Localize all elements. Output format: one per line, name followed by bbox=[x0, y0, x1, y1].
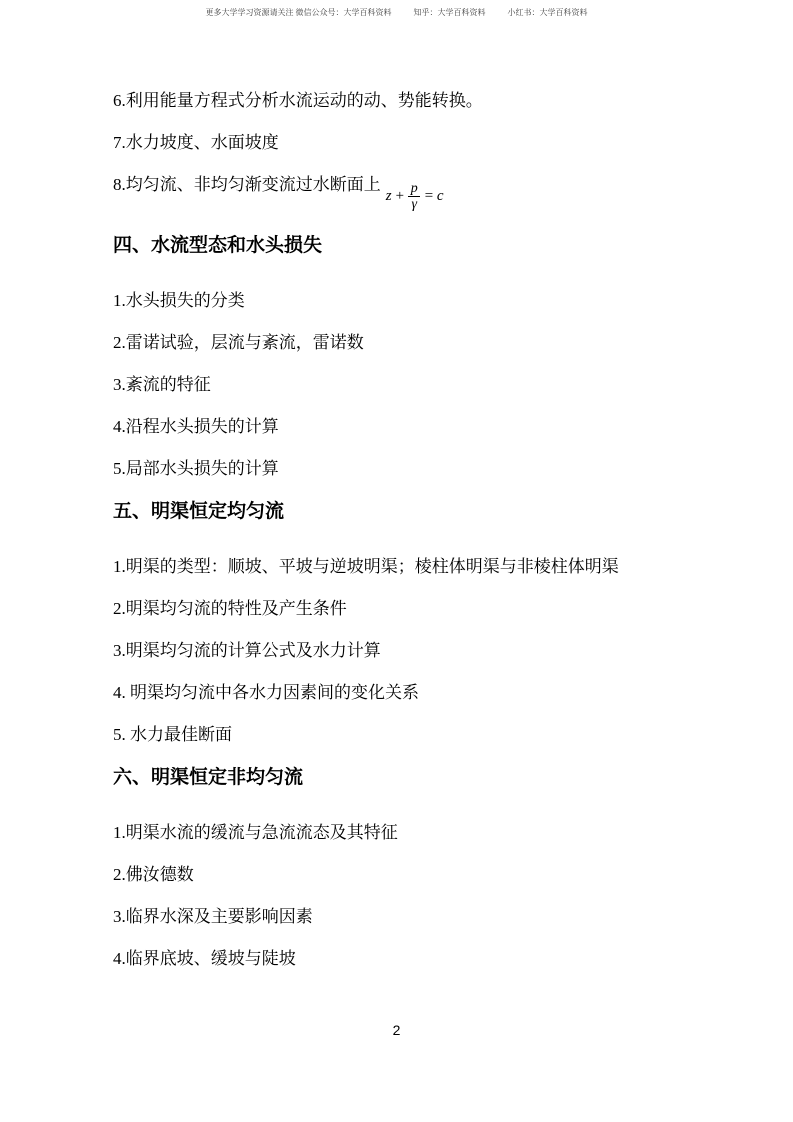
watermark-wechat: 更多大学学习资源请关注 微信公众号：大学百科资料 bbox=[205, 8, 392, 17]
list-item: 5. 水力最佳断面 bbox=[113, 725, 232, 745]
list-item: 4.临界底坡、缓坡与陡坡 bbox=[113, 949, 296, 969]
formula-constant-c: c bbox=[436, 188, 444, 204]
section-title: 四、水流型态和水头损失 bbox=[113, 235, 323, 257]
header-watermark bbox=[0, 8, 793, 18]
formula-equals-sign: = bbox=[423, 188, 434, 204]
list-item-text: 8.均匀流、非均匀渐变流过水断面上 bbox=[113, 175, 381, 194]
list-item: 2.佛汝德数 bbox=[113, 865, 194, 885]
list-item: 5.局部水头损失的计算 bbox=[113, 459, 279, 479]
formula-numerator: p bbox=[410, 180, 418, 196]
list-item: 4.沿程水头损失的计算 bbox=[113, 417, 279, 437]
section-title: 五、明渠恒定均匀流 bbox=[113, 501, 285, 523]
section-title: 六、明渠恒定非均匀流 bbox=[113, 767, 304, 789]
list-item: 3.紊流的特征 bbox=[113, 375, 211, 395]
formula-fraction bbox=[408, 181, 421, 213]
list-item: 1.明渠的类型：顺坡、平坡与逆坡明渠；棱柱体明渠与非棱柱体明渠 bbox=[113, 557, 619, 577]
list-item: 1.水头损失的分类 bbox=[113, 291, 245, 311]
formula-plus-sign: + bbox=[394, 188, 405, 204]
page-number: 2 bbox=[392, 1022, 401, 1038]
list-item: 1.明渠水流的缓流与急流流态及其特征 bbox=[113, 823, 398, 843]
energy-equation-formula bbox=[386, 181, 444, 213]
list-item: 4. 明渠均匀流中各水力因素间的变化关系 bbox=[113, 683, 419, 703]
formula-variable-z: z bbox=[385, 188, 392, 204]
list-item: 7.水力坡度、水面坡度 bbox=[113, 133, 279, 152]
watermark-xiaohongshu: 小红书：大学百科资料 bbox=[507, 8, 588, 17]
list-item bbox=[113, 176, 685, 212]
list-item: 3.临界水深及主要影响因素 bbox=[113, 907, 313, 927]
watermark-zhihu: 知乎：大学百科资料 bbox=[413, 8, 486, 17]
formula-denominator: γ bbox=[408, 196, 420, 212]
list-item: 3.明渠均匀流的计算公式及水力计算 bbox=[113, 641, 381, 661]
list-item: 6.利用能量方程式分析水流运动的动、势能转换。 bbox=[113, 91, 483, 110]
document-body bbox=[113, 92, 685, 992]
list-item: 2.明渠均匀流的特性及产生条件 bbox=[113, 599, 347, 619]
list-item: 2.雷诺试验，层流与紊流，雷诺数 bbox=[113, 333, 364, 353]
